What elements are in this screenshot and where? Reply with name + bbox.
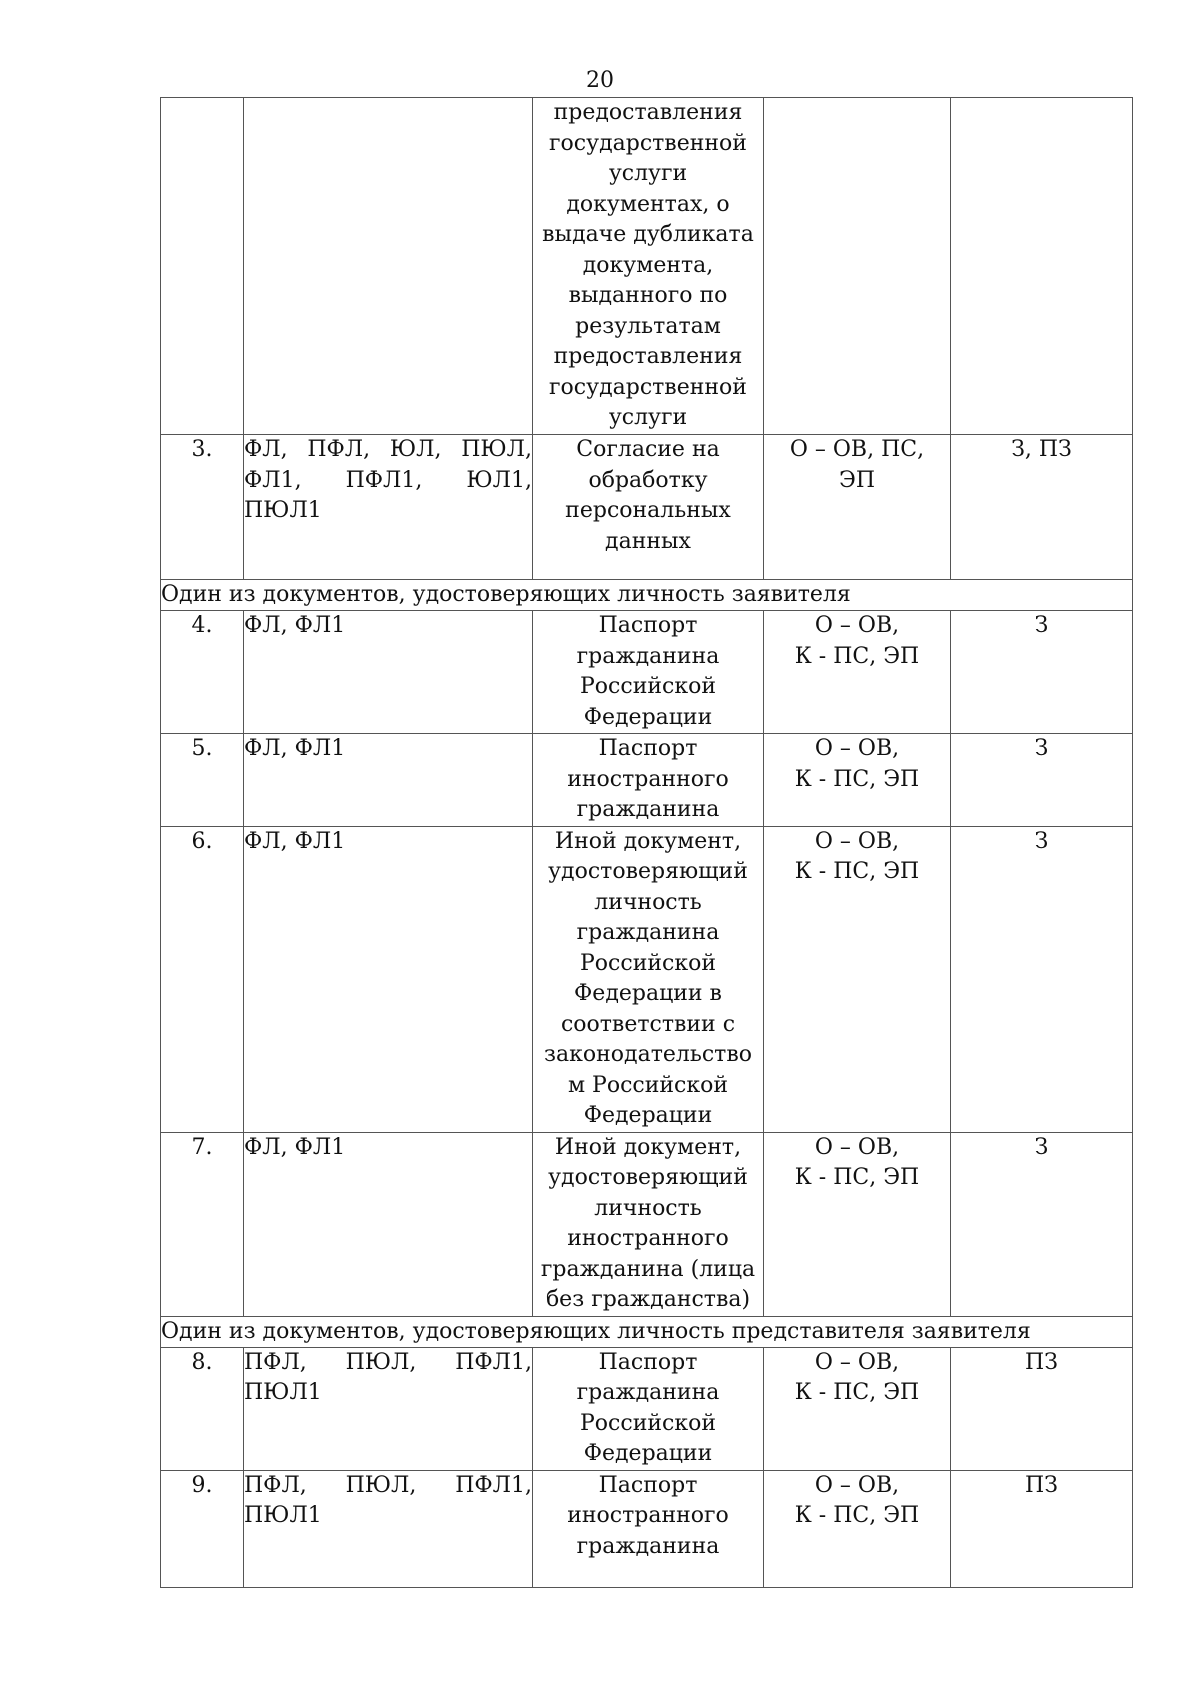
submission-form-cell	[764, 435, 951, 580]
row-number-text: 9.	[191, 1472, 213, 1498]
row-number-text: 6.	[191, 828, 213, 854]
applicant-categories-cell	[244, 435, 533, 580]
submitter-cell	[951, 1347, 1133, 1470]
table-row	[161, 611, 1133, 734]
applicant-categories-cell	[244, 826, 533, 1132]
table-row	[161, 734, 1133, 827]
applicant-categories-line: ПЮЛ1	[244, 498, 322, 523]
submission-form-cell	[764, 1470, 951, 1587]
document-name-cell	[533, 435, 764, 580]
submission-form-text: О – ОВ, К - ПС, ЭП	[794, 1349, 920, 1405]
submission-form-text: О – ОВ, ПС, ЭП	[789, 437, 925, 493]
table-row	[161, 826, 1133, 1132]
submission-form-text: О – ОВ, К - ПС, ЭП	[794, 613, 920, 669]
applicant-categories-cell	[244, 611, 533, 734]
document-name-cell	[533, 1470, 764, 1587]
applicant-categories-line: ФЛ, ФЛ1	[244, 828, 346, 854]
row-number-text: 8.	[191, 1349, 213, 1375]
row-number-cell	[161, 1470, 244, 1587]
submission-form-text: О – ОВ, К - ПС, ЭП	[794, 1134, 920, 1190]
document-name-text: Иной документ, удостоверяющий личность гражданина Российской Федерации в соответствии с законодательство м Российской Федерации	[544, 828, 752, 1128]
document-name-text: Паспорт иностранного гражданина	[567, 736, 729, 822]
applicant-categories-line: ПФЛ, ПЮЛ, ПФЛ1,	[244, 1349, 532, 1375]
applicant-categories-cell	[244, 1132, 533, 1316]
documents-table	[160, 97, 1133, 1588]
document-name-text: Паспорт гражданина Российской Федерации	[576, 1349, 720, 1466]
applicant-categories-line: ФЛ, ФЛ1	[244, 1134, 346, 1160]
applicant-categories-line: ПЮЛ1	[244, 1503, 322, 1528]
submission-form-cell	[764, 1347, 951, 1470]
submission-form-cell	[764, 734, 951, 827]
submission-form-cell	[764, 611, 951, 734]
submission-form-text: О – ОВ, К - ПС, ЭП	[794, 828, 920, 884]
submission-form-text: О – ОВ, К - ПС, ЭП	[794, 1472, 920, 1528]
documents-table-body	[161, 98, 1133, 1588]
document-name-cell	[533, 734, 764, 827]
applicant-categories-line: ПФЛ, ПЮЛ, ПФЛ1,	[244, 1472, 532, 1498]
row-number-cell	[161, 1347, 244, 1470]
submitter-cell	[951, 826, 1133, 1132]
document-name-text: предоставления государственной услуги документах, о выдаче дубликата документа, выданного по результатам предоставления государственной услуги	[542, 100, 754, 430]
submitter-text: З, ПЗ	[1011, 437, 1072, 462]
document-name-cell	[533, 611, 764, 734]
document-name-text: Согласие на обработку персональных данных	[565, 437, 731, 554]
table-row	[161, 1347, 1133, 1470]
applicant-categories-line: ПЮЛ1	[244, 1380, 322, 1405]
submitter-text: ПЗ	[1025, 1472, 1058, 1498]
row-number-cell	[161, 826, 244, 1132]
page-number: 20	[586, 68, 614, 93]
row-number-text: 5.	[191, 736, 213, 761]
submitter-cell	[951, 1132, 1133, 1316]
document-name-cell	[533, 1132, 764, 1316]
submitter-cell	[951, 435, 1133, 580]
row-number-cell	[161, 435, 244, 580]
applicant-categories-line: ФЛ, ФЛ1	[244, 613, 346, 638]
submitter-text: З	[1034, 1134, 1049, 1160]
applicant-categories-cell	[244, 734, 533, 827]
submission-form-cell	[764, 98, 951, 435]
applicant-categories-cell	[244, 1470, 533, 1587]
row-number-text: 3.	[191, 437, 213, 462]
submitter-text: ПЗ	[1025, 1349, 1058, 1375]
row-number-cell	[161, 98, 244, 435]
submitter-text: З	[1034, 828, 1049, 854]
section-header-row	[161, 1316, 1133, 1347]
row-number-cell	[161, 734, 244, 827]
row-number-cell	[161, 611, 244, 734]
table-row	[161, 435, 1133, 580]
submitter-cell	[951, 611, 1133, 734]
document-name-text: Паспорт иностранного гражданина	[567, 1472, 729, 1559]
submitter-cell	[951, 734, 1133, 827]
submitter-text: З	[1034, 613, 1049, 638]
row-number-text: 4.	[191, 613, 213, 638]
table-row	[161, 98, 1133, 435]
submitter-text: З	[1034, 736, 1049, 761]
table-row	[161, 1470, 1133, 1587]
applicant-categories-cell	[244, 98, 533, 435]
table-row	[161, 1132, 1133, 1316]
document-name-text: Иной документ, удостоверяющий личность иностранного гражданина (лица без гражданства)	[540, 1134, 756, 1312]
submitter-cell	[951, 98, 1133, 435]
section-header: Один из документов, удостоверяющих личность представителя заявителя	[161, 1316, 1133, 1347]
section-header-row	[161, 580, 1133, 611]
applicant-categories-cell	[244, 1347, 533, 1470]
submission-form-cell	[764, 1132, 951, 1316]
submission-form-cell	[764, 826, 951, 1132]
applicant-categories-line: ФЛ, ФЛ1	[244, 736, 346, 761]
document-name-text: Паспорт гражданина Российской Федерации	[576, 613, 720, 730]
row-number-cell	[161, 1132, 244, 1316]
row-number-text: 7.	[191, 1134, 213, 1160]
submitter-cell	[951, 1470, 1133, 1587]
section-header: Один из документов, удостоверяющих личность заявителя	[161, 580, 1133, 611]
applicant-categories-line: ФЛ1, ПФЛ1, ЮЛ1,	[244, 467, 532, 493]
applicant-categories-line: ФЛ, ПФЛ, ЮЛ, ПЮЛ,	[244, 437, 532, 462]
document-name-cell	[533, 826, 764, 1132]
document-name-cell	[533, 98, 764, 435]
submission-form-text: О – ОВ, К - ПС, ЭП	[794, 736, 920, 792]
document-name-cell	[533, 1347, 764, 1470]
